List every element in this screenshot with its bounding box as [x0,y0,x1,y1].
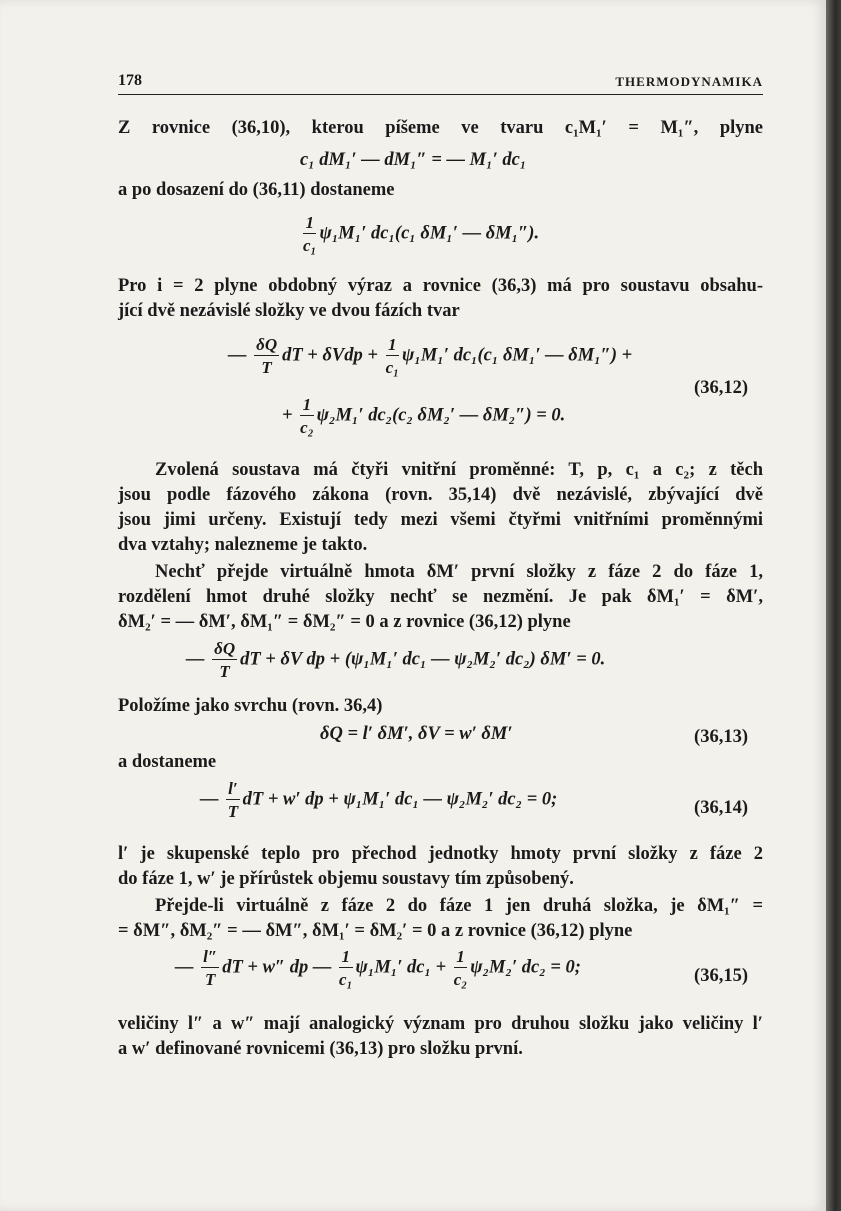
running-title: THERMODYNAMIKA [615,74,763,89]
equation-36-12-line2: + $\frac{1}{\text{c₂}}$ ψ₂M₁′ dc₂(c₂ δM₂′ — δM₂″) = 0. [282,395,566,437]
equation-c: — $\frac{\delta Q}{T}$ dT + δV dp + (ψ₁M₁′ dc₁ — ψ₂M₂′ dc₂) δM′ = 0. [186,639,606,681]
text-line: jsou jimi určeny. Existují tedy mezi všemi čtyřmi vnitřními proměnnými [118,510,763,530]
page-header [118,72,763,95]
text-line: a dostaneme [118,752,217,772]
fraction: $\frac{1}{\text{c₂}}$ [300,395,314,437]
fraction: $\frac{1}{\text{c₁}}$ [339,947,353,989]
text-line: = δM″, δM₂″ = — δM″, δM₁′ = δM₂′ = 0 a z rovnice (36,12) plyne [118,921,633,941]
fraction: $\frac{1}{\text{c₁}}$ [385,335,400,377]
text-line: dva vztahy; nalezneme je takto. [118,535,368,555]
equation-36-15: — $\frac{l''}{T}$ dT + w″ dp — $\frac{1}{\text{c₁}}$ ψ₁M₁′ dc₁ + $\frac{1}{\text{c₂}}$ ψ₂M₂′ dc₂ = 0; [175,947,581,989]
fraction: $\frac{l''}{T}$ [203,947,218,989]
fraction: $\frac{\delta Q}{T}$ [214,639,236,681]
fraction: $\frac{\delta Q}{T}$ [256,335,278,377]
equation-number: (36,12) [694,378,748,398]
text-line: Položíme jako svrchu (rovn. 36,4) [118,696,383,716]
text-line: rozdělení hmot druhé složky nechť se nezmění. Je pak δM₁′ = δM′, [118,587,763,607]
text-line: a w′ definované rovnicemi (36,13) pro složku první. [118,1039,523,1059]
text-line: Přejde-li virtuálně z fáze 2 do fáze 1 jen druhá složka, je δM₁″ = [155,896,763,916]
text-line: jící dvě nezávislé složky ve dvou fázích tvar [118,301,460,321]
text-line: do fáze 1, w′ je přírůstek objemu soustavy tím způsobený. [118,869,574,889]
page-number: 178 [118,72,142,89]
text-line: Nechť přejde virtuálně hmota δM′ první složky z fáze 2 do fáze 1, [155,562,763,582]
text-line: jsou podle fázového zákona (rovn. 35,14) dvě nezávislé, zbývající dvě [118,485,763,505]
text-line: l′ je skupenské teplo pro přechod jednotky hmoty první složky z fáze 2 [118,844,763,864]
equation-number: (36,13) [694,727,748,747]
text-line: Pro i = 2 plyne obdobný výraz a rovnice (36,3) má pro soustavu obsahu- [118,276,763,296]
text-line: a po dosazení do (36,11) dostaneme [118,180,395,200]
text-line: Z rovnice (36,10), kterou píšeme ve tvaru c₁M₁′ = M₁″, plyne [118,118,763,138]
text-line: veličiny l″ a w″ mají analogický význam pro druhou složku jako veličiny l′ [118,1014,763,1034]
equation-number: (36,15) [694,966,748,986]
equation-number: (36,14) [694,798,748,818]
equation-36-12-line1: — $\frac{\delta Q}{T}$ dT + δVdp + $\frac{1}{\text{c₁}}$ ψ₁M₁′ dc₁(c₁ δM₁′ — δM₁″) + [228,335,633,377]
page-edge-shadow [826,0,841,1211]
equation-36-14: — $\frac{l'}{T}$ dT + w′ dp + ψ₁M₁′ dc₁ — ψ₂M₂′ dc₂ = 0; [200,779,558,821]
fraction: $\frac{l'}{T}$ [227,779,239,821]
equation-36-13: δQ = l′ δM′, δV = w′ δM′ [320,724,513,744]
fraction: $\frac{1}{\text{c₂}}$ [453,947,468,989]
equation-b: $\frac{1}{\text{c₁}}$ ψ₁M₁′ dc₁(c₁ δM₁′ — δM₁″). [303,213,540,255]
text-line: δM₂′ = — δM′, δM₁″ = δM₂″ = 0 a z rovnice (36,12) plyne [118,612,571,632]
equation-a: c₁ dM₁′ — dM₁″ = — M₁′ dc₁ [300,150,527,170]
text-line: Zvolená soustava má čtyři vnitřní proměnné: T, p, c₁ a c₂; z těch [155,460,763,480]
fraction: $\frac{1}{\text{c₁}}$ [303,213,317,255]
